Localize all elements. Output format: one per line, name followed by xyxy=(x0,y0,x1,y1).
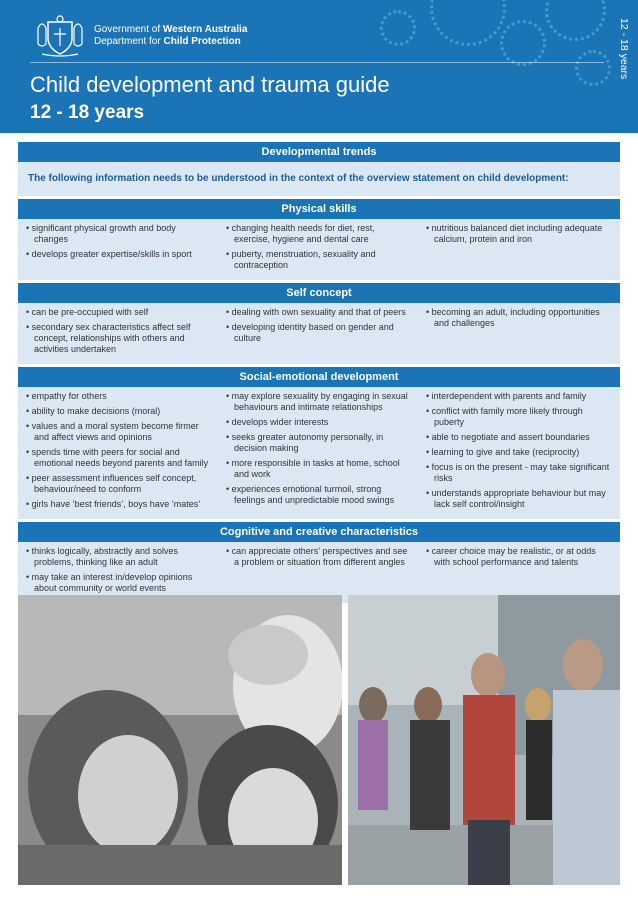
section-column xyxy=(18,391,218,514)
section-column xyxy=(418,307,618,359)
section-column xyxy=(418,223,618,275)
section-panel xyxy=(18,219,620,280)
list-item: • develops wider interests xyxy=(226,417,412,428)
page-header xyxy=(0,0,638,133)
list-item: • focus is on the present - may take significant risks xyxy=(426,462,612,484)
bullet-list xyxy=(226,307,412,344)
intro-statement: The following information needs to be understood in the context of the overview statement on child development: xyxy=(18,162,620,199)
section-column xyxy=(418,546,618,598)
wa-coat-of-arms-icon xyxy=(34,14,86,58)
list-item: • secondary sex characteristics affect self concept, relationships with others and activities undertaken xyxy=(26,322,212,355)
bullet-list xyxy=(426,223,612,245)
list-item: • empathy for others xyxy=(26,391,212,402)
sections-container xyxy=(18,199,620,603)
page-title: Child development and trauma guide xyxy=(30,72,390,97)
list-item: • changing health needs for diet, rest, exercise, hygiene and dental care xyxy=(226,223,412,245)
guide-content xyxy=(18,142,620,606)
list-item: • learning to give and take (reciprocity) xyxy=(426,447,612,458)
decorative-dots xyxy=(500,20,546,66)
list-item: • thinks logically, abstractly and solves problems, thinking like an adult xyxy=(26,546,212,568)
section-panel xyxy=(18,542,620,603)
decorative-dots xyxy=(380,10,416,46)
list-item: • career choice may be realistic, or at odds with school performance and talents xyxy=(426,546,612,568)
list-item: • conflict with family more likely through puberty xyxy=(426,406,612,428)
list-item: • peer assessment influences self concept, behaviour/need to conform xyxy=(26,473,212,495)
list-item: • develops greater expertise/skills in sport xyxy=(26,249,212,260)
developmental-trends-heading: Developmental trends xyxy=(18,142,620,162)
bullet-list xyxy=(426,307,612,329)
decorative-dots xyxy=(430,0,506,46)
section-column xyxy=(218,223,418,275)
section-heading: Self concept xyxy=(18,283,620,303)
list-item: • significant physical growth and body changes xyxy=(26,223,212,245)
bullet-list xyxy=(26,391,212,510)
list-item: • can appreciate others’ perspectives and see a problem or situation from different angles xyxy=(226,546,412,568)
list-item: • nutritious balanced diet including adequate calcium, protein and iron xyxy=(426,223,612,245)
page-subtitle: 12 - 18 years xyxy=(30,102,145,123)
list-item: • values and a moral system become firmer and affect views and opinions xyxy=(26,421,212,443)
section-column xyxy=(18,223,218,275)
government-name: Government of Western Australia xyxy=(94,24,248,35)
section-heading: Cognitive and creative characteristics xyxy=(18,522,620,542)
list-item: • may take an interest in/develop opinions about community or world events xyxy=(26,572,212,594)
list-item: • able to negotiate and assert boundaries xyxy=(426,432,612,443)
photo-teen-girls-laughing xyxy=(18,595,342,885)
list-item: • more responsible in tasks at home, school and work xyxy=(226,458,412,480)
bullet-list xyxy=(226,391,412,506)
bullet-list xyxy=(226,546,412,568)
section-panel xyxy=(18,387,620,519)
list-item: • seeks greater autonomy personally, in decision making xyxy=(226,432,412,454)
list-item: • girls have ‘best friends’, boys have ‘mates’ xyxy=(26,499,212,510)
section-heading: Physical skills xyxy=(18,199,620,219)
section-heading: Social-emotional development xyxy=(18,367,620,387)
photo-teens-walking xyxy=(348,595,620,885)
section-column xyxy=(18,307,218,359)
section-column xyxy=(218,391,418,514)
teen-girls-photo-image xyxy=(18,595,342,885)
list-item: • experiences emotional turmoil, strong feelings and unpredictable mood swings xyxy=(226,484,412,506)
section-column xyxy=(418,391,618,514)
decorative-dots xyxy=(545,0,606,41)
list-item: • developing identity based on gender and culture xyxy=(226,322,412,344)
list-item: • understands appropriate behaviour but may lack self control/insight xyxy=(426,488,612,510)
bullet-list xyxy=(26,223,212,260)
bullet-list xyxy=(26,307,212,355)
section-column xyxy=(18,546,218,598)
section-panel xyxy=(18,303,620,364)
list-item: • can be pre-occupied with self xyxy=(26,307,212,318)
list-item: • ability to make decisions (moral) xyxy=(26,406,212,417)
section-column xyxy=(218,546,418,598)
list-item: • spends time with peers for social and emotional needs beyond parents and family xyxy=(26,447,212,469)
list-item: • becoming an adult, including opportunities and challenges xyxy=(426,307,612,329)
bullet-list xyxy=(26,546,212,594)
bullet-list xyxy=(426,391,612,510)
list-item: • dealing with own sexuality and that of peers xyxy=(226,307,412,318)
bullet-list xyxy=(226,223,412,271)
department-name: Department for Child Protection xyxy=(94,36,241,47)
teens-walking-photo-image xyxy=(348,595,620,885)
side-age-label: 12 - 18 years xyxy=(618,18,630,80)
list-item: • may explore sexuality by engaging in sexual behaviours and intimate relationships xyxy=(226,391,412,413)
header-divider xyxy=(30,62,604,63)
list-item: • interdependent with parents and family xyxy=(426,391,612,402)
list-item: • puberty, menstruation, sexuality and contraception xyxy=(226,249,412,271)
bullet-list xyxy=(426,546,612,568)
section-column xyxy=(218,307,418,359)
